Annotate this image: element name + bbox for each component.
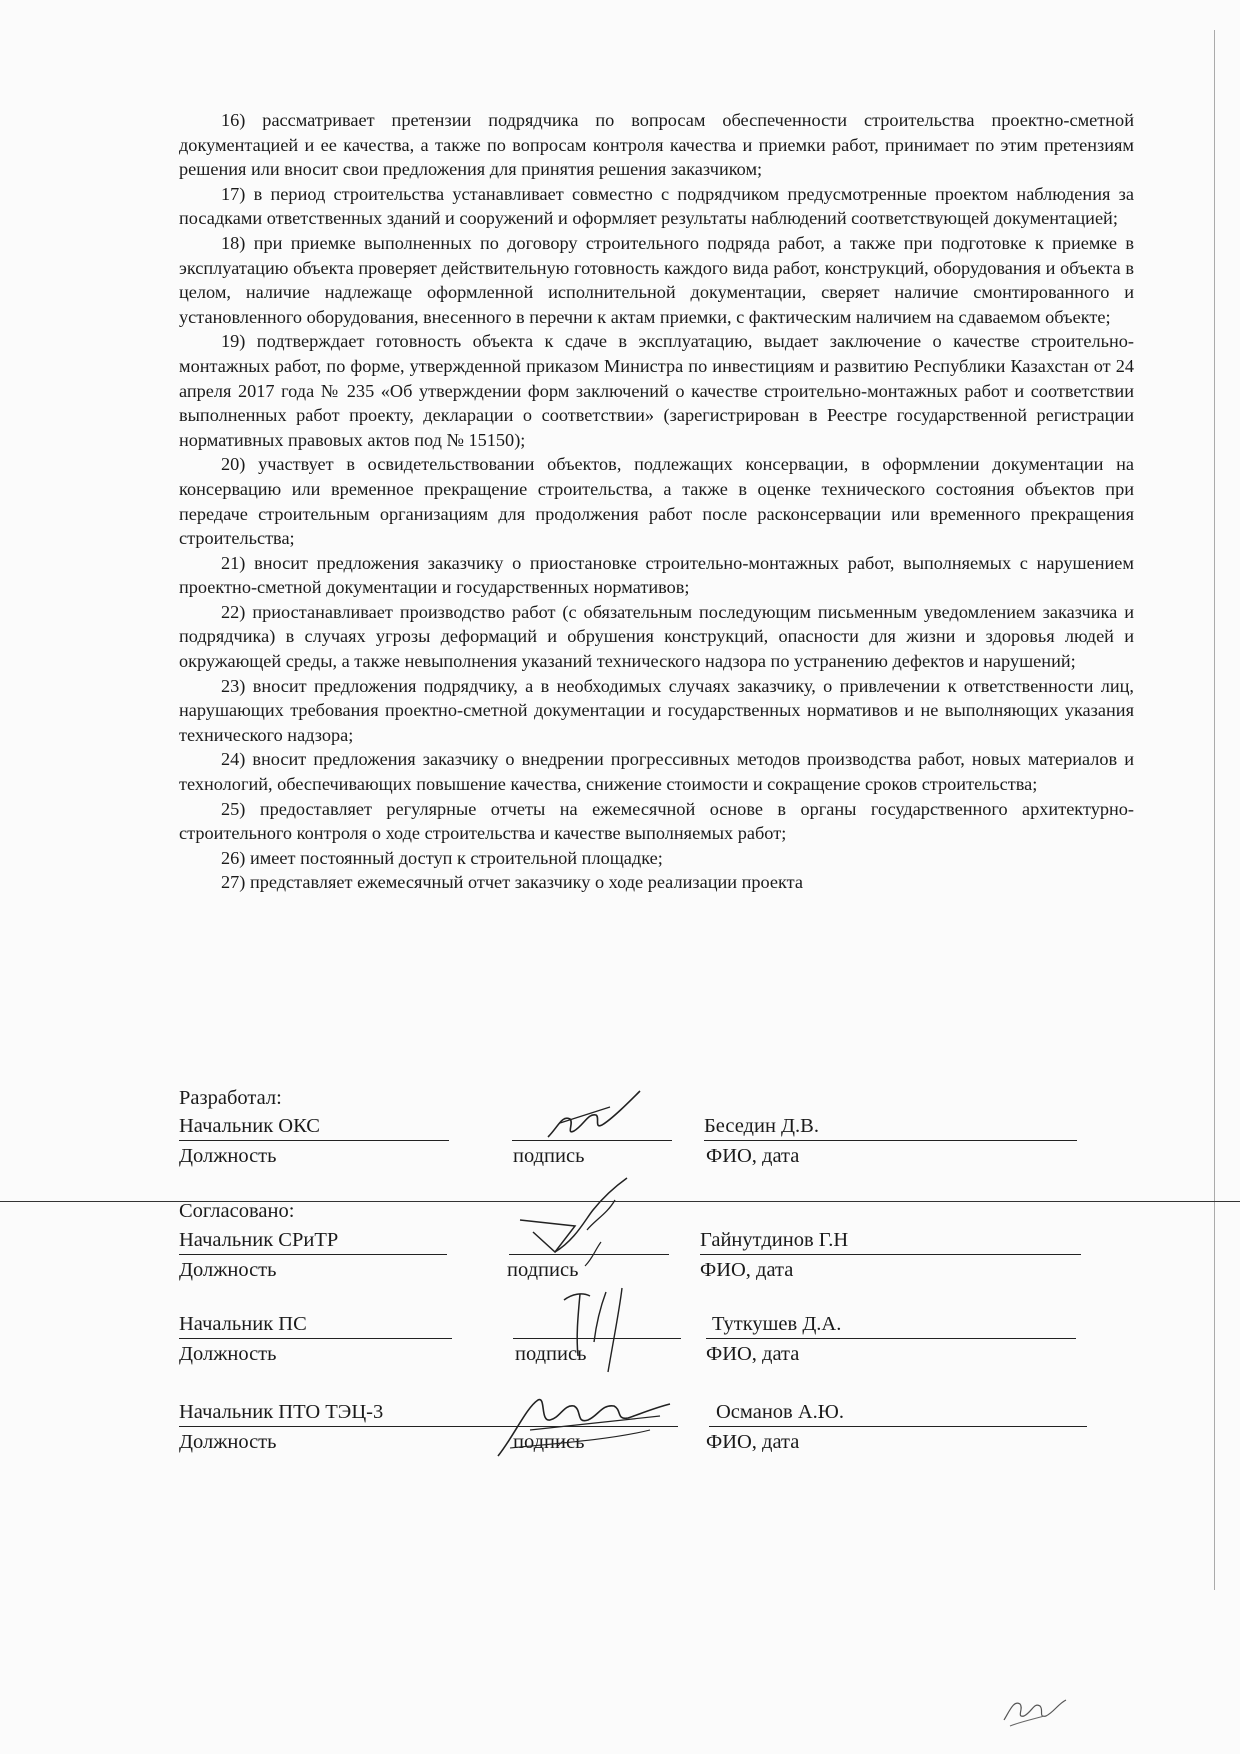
paragraph-24: 24) вносит предложения заказчику о внедрении прогрессивных методов производства работ, новых материалов и технологий, обеспечивающих повышение качества, снижение стоимости и сокращение сроков строительства; xyxy=(179,749,1134,795)
paragraph-23: 23) вносит предложения подрядчику, а в необходимых случаях заказчику, о привлечении к ответственности лиц, нарушающих требования проектно-сметной документации и государственных нормативов и не выполняющих указания технического надзора; xyxy=(179,675,1134,745)
paragraph-17: 17) в период строительства устанавливает совместно с подрядчиком предусмотренные проектом наблюдения за посадками ответственных зданий и сооружений и оформляет результаты наблюдений соответствующей документацией; xyxy=(179,183,1134,229)
paragraph-19: 19) подтверждает готовность объекта к сдаче в эксплуатацию, выдает заключение о качестве строительно-монтажных работ, по форме, утвержденной приказом Министра по инвестициям и развитию Республики Казахстан от 24 апреля 2017 года № 235 «Об утверждении форм заключений о качестве строительно-монтажных работ и соответствии выполненных работ проекту, декларации о соответствии» (зарегистрирован в Реестре государственной регистрации нормативных правовых актов под № 15150); xyxy=(179,331,1134,450)
paragraph-26: 26) имеет постоянный доступ к строительной площадке; xyxy=(221,847,663,868)
name-label: ФИО, дата xyxy=(706,1145,800,1167)
name-underline xyxy=(704,1140,1077,1141)
position-underline xyxy=(179,1140,449,1141)
paragraph-16: 16) рассматривает претензии подрядчика по вопросам обеспеченности строительства проектно-сметной документацией и ее качества, а также по вопросам контроля качества и приемки работ, принимает по этим претензиям решения или вносит свои предложения для принятия решения заказчиком; xyxy=(179,110,1134,180)
paragraph-20: 20) участвует в освидетельствовании объектов, подлежащих консервации, в оформлении документации на консервацию или временное прекращение строительства, а также в оценке технического состояния объектов при передаче строительным организациям для продолжения работ после расконсервации или временного прекращения строительства; xyxy=(179,454,1134,549)
paragraph-27: 27) представляет ежемесячный отчет заказчику о ходе реализации проекта xyxy=(221,872,803,893)
name-underline xyxy=(706,1338,1076,1339)
paragraph-21: 21) вносит предложения заказчику о приостановке строительно-монтажных работ, выполняемых с нарушением проектно-сметной документации и государственных нормативов; xyxy=(179,552,1134,598)
signature-label: подпись xyxy=(513,1145,585,1167)
position-label: Должность xyxy=(179,1431,277,1453)
name-underline xyxy=(700,1254,1081,1255)
document-body xyxy=(179,108,1134,895)
paragraph-18: 18) при приемке выполненных по договору строительного подряда работ, а также при подготовке к приемке в эксплуатацию объекта проверяет действительную готовность каждого вида работ, конструкций, оборудования и объекта в целом, наличие надлежаще оформленной исполнительной документации, сверяет наличие смонтированного и установленного оборудования, внесенного в перечни к актам приемки, с фактическим наличием на сдаваемом объекте; xyxy=(179,232,1134,327)
signer-name: Гайнутдинов Г.Н xyxy=(700,1229,849,1251)
paragraph-22: 22) приостанавливает производство работ (с обязательным последующим письменным уведомлением заказчика и подрядчика) в случаях угрозы деформаций и обрушения конструкций, опасности для жизни и здоровья людей и окружающей среды, а также невыполнения указаний технического надзора по устранению дефектов и нарушений; xyxy=(179,601,1134,672)
signer-name: Османов А.Ю. xyxy=(716,1401,844,1423)
signature-label: подпись xyxy=(515,1343,587,1365)
position-underline xyxy=(179,1338,452,1339)
position-underline xyxy=(179,1426,434,1427)
approved-heading: Согласовано: xyxy=(179,1200,295,1222)
name-label: ФИО, дата xyxy=(706,1343,800,1365)
paragraph-25: 25) предоставляет регулярные отчеты на ежемесячной основе в органы государственного архитектурно-строительного контроля о ходе строительства и качестве выполняемых работ; xyxy=(179,798,1134,844)
position-underline xyxy=(179,1254,447,1255)
page-edge-line xyxy=(1214,30,1215,1590)
name-underline xyxy=(709,1426,1087,1427)
page-initials-mark xyxy=(1000,1690,1070,1730)
signature-besedin xyxy=(540,1085,650,1145)
signer-position: Начальник ПТО ТЭЦ-3 xyxy=(179,1401,384,1423)
position-label: Должность xyxy=(179,1259,277,1281)
signature-gainutdinov xyxy=(515,1170,655,1280)
signature-label: подпись xyxy=(507,1259,579,1281)
name-label: ФИО, дата xyxy=(700,1259,794,1281)
position-label: Должность xyxy=(179,1145,277,1167)
signer-position: Начальник ОКС xyxy=(179,1115,320,1137)
position-label: Должность xyxy=(179,1343,277,1365)
signature-label: подпись xyxy=(513,1431,585,1453)
signer-name: Туткушев Д.А. xyxy=(712,1313,842,1335)
developed-heading: Разработал: xyxy=(179,1087,282,1109)
signer-position: Начальник СРиТР xyxy=(179,1229,339,1251)
signature-tutkushev xyxy=(560,1286,640,1376)
signer-position: Начальник ПС xyxy=(179,1313,307,1335)
signer-name: Беседин Д.В. xyxy=(704,1115,819,1137)
signature-osmanov xyxy=(490,1386,690,1466)
name-label: ФИО, дата xyxy=(706,1431,800,1453)
